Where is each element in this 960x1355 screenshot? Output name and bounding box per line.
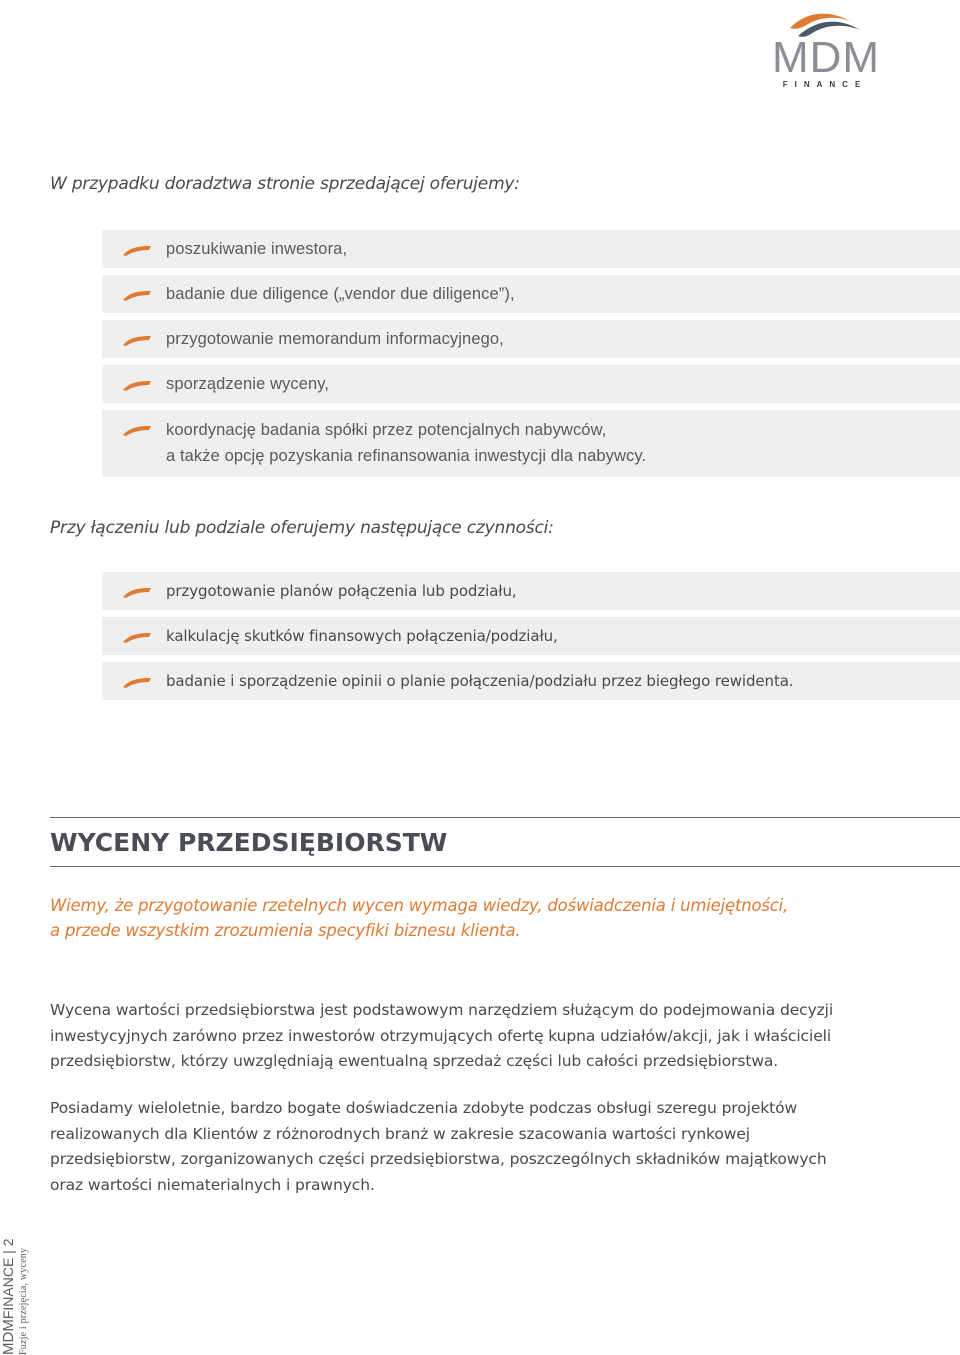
orange-dash-icon [120,333,154,347]
footer-text [0,1225,34,1355]
logo-wordmark: MDM [771,33,881,82]
lead-line: Wiemy, że przygotowanie rzetelnych wycen wymaga wiedzy, doświadczenia i umiejętności, [50,896,789,915]
list-item [102,572,960,610]
list-item-text: kalkulację skutków finansowych połączenia/podziału, [166,627,558,645]
paragraph-line: realizowanych dla Klientów z różnorodnych branż w zakresie szacowania wartości rynkowej [50,1124,750,1143]
orange-dash-icon [120,630,154,644]
paragraph-line: Posiadamy wieloletnie, bardzo bogate doświadczenia zdobyte podczas obsługi szeregu projektów [50,1099,798,1117]
footer-brand-rest: FINANCE [0,1257,16,1320]
lead-line: a przede wszystkim zrozumienia specyfiki biznesu klienta. [50,921,521,940]
paragraph-2 [50,1096,930,1198]
orange-dash-icon [120,288,154,302]
merger-list [0,572,960,707]
list-item-text: badanie due diligence („vendor due diligence”), [166,285,515,303]
page-footer [0,1225,34,1355]
paragraph-line: oraz wartości niematerialnych i prawnych. [50,1175,375,1194]
page-number: 2 [0,1238,16,1247]
list-item [102,365,960,403]
list-item-text: przygotowanie planów połączenia lub podziału, [166,582,517,600]
list-item-text: badanie i sporządzenie opinii o planie połączenia/podziału przez biegłego rewidenta. [166,672,794,690]
logo-subtitle: FINANCE [782,80,868,89]
orange-dash-icon [120,675,154,689]
list-item-text: poszukiwanie inwestora, [166,240,348,258]
list-item [102,275,960,313]
list-item-text: koordynację badania spółki przez potencjalnych nabywców, [166,421,607,439]
orange-dash-icon [120,423,154,437]
orange-dash-icon [120,243,154,257]
paragraph-line: inwestycyjnych zarówno przez inwestorów otrzymujących ofertę kupna udziałów/akcji, jak i właścicieli [50,1026,832,1045]
paragraph-line: Wycena wartości przedsiębiorstwa jest podstawowym narzędziem służącym do podejmowania decyzji [50,1001,834,1019]
list-item [102,230,960,268]
footer-brand-line [0,1225,17,1355]
list-item [102,410,960,477]
sell-side-list [0,230,960,484]
list-item-text: przygotowanie memorandum informacyjnego, [166,330,504,348]
merger-intro: Przy łączeniu lub podziale oferujemy następujące czynności: [50,518,554,538]
section-rule-bottom [50,866,960,867]
footer-caption: Fuzje i przejęcia, wyceny [18,1247,29,1355]
footer-separator: | [0,1250,16,1254]
footer-brand-bold: MDM [0,1319,17,1355]
lead-text [50,893,850,943]
section-rule-top [50,817,960,818]
orange-dash-icon [120,378,154,392]
list-item [102,662,960,700]
paragraph-line: przedsiębiorstw, którzy uwzględniają ewentualną sprzedaż części lub całości przedsiębiorstwa. [50,1052,779,1070]
sell-side-intro: W przypadku doradztwa stronie sprzedającej oferujemy: [50,174,520,194]
paragraph-1 [50,998,930,1075]
list-item-text: a także opcję pozyskania refinansowania inwestycji dla nabywcy. [166,447,647,465]
orange-dash-icon [120,585,154,599]
section-title: WYCENY PRZEDSIĘBIORSTW [50,828,448,857]
list-item-text: sporządzenie wyceny, [166,375,330,393]
list-item [102,320,960,358]
list-item [102,617,960,655]
paragraph-line: przedsiębiorstw, zorganizowanych części przedsiębiorstwa, poszczególnych składników majątkowych [50,1150,827,1168]
